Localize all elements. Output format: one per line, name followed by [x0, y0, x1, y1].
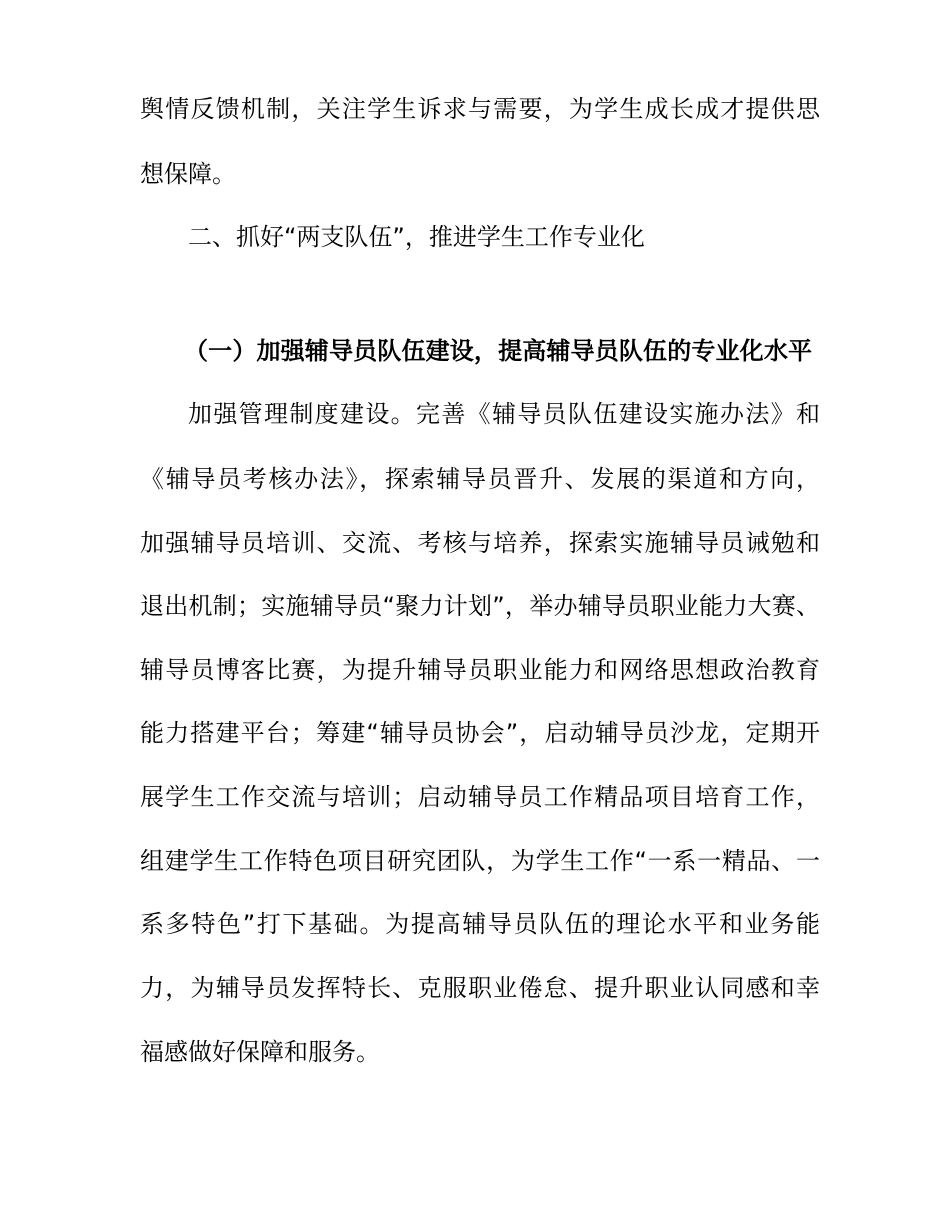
body-text-line: 想保障。 — [140, 160, 236, 188]
paragraph-line: 组建学生工作特色项目研究团队，为学生工作“一系一精品、一 — [140, 847, 820, 875]
paragraph-line: 《辅导员考核办法》，探索辅导员晋升、发展的渠道和方向， — [140, 465, 820, 493]
paragraph-line: 系多特色”打下基础。为提高辅导员队伍的理论水平和业务能 — [140, 910, 820, 938]
section-heading: 二、抓好“两支队伍”，推进学生工作专业化 — [188, 223, 645, 251]
subsection-heading: （一）加强辅导员队伍建设，提高辅导员队伍的专业化水平 — [184, 337, 812, 365]
paragraph-line: 力，为辅导员发挥特长、克服职业倦怠、提升职业认同感和幸 — [140, 974, 820, 1002]
paragraph-line: 退出机制；实施辅导员“聚力计划”，举办辅导员职业能力大赛、 — [140, 592, 820, 620]
paragraph-line: 加强辅导员培训、交流、考核与培养，探索实施辅导员诫勉和 — [140, 529, 820, 557]
paragraph-line: 能力搭建平台；筹建“辅导员协会”，启动辅导员沙龙，定期开 — [140, 719, 820, 747]
paragraph-line: 加强管理制度建设。完善《辅导员队伍建设实施办法》和 — [188, 400, 820, 428]
paragraph-line: 福感做好保障和服务。 — [140, 1038, 380, 1066]
paragraph-line: 辅导员博客比赛，为提升辅导员职业能力和网络思想政治教育 — [140, 656, 820, 684]
paragraph-line: 展学生工作交流与培训；启动辅导员工作精品项目培育工作， — [140, 783, 820, 811]
body-text-line: 舆情反馈机制，关注学生诉求与需要，为学生成长成才提供思 — [140, 95, 820, 123]
